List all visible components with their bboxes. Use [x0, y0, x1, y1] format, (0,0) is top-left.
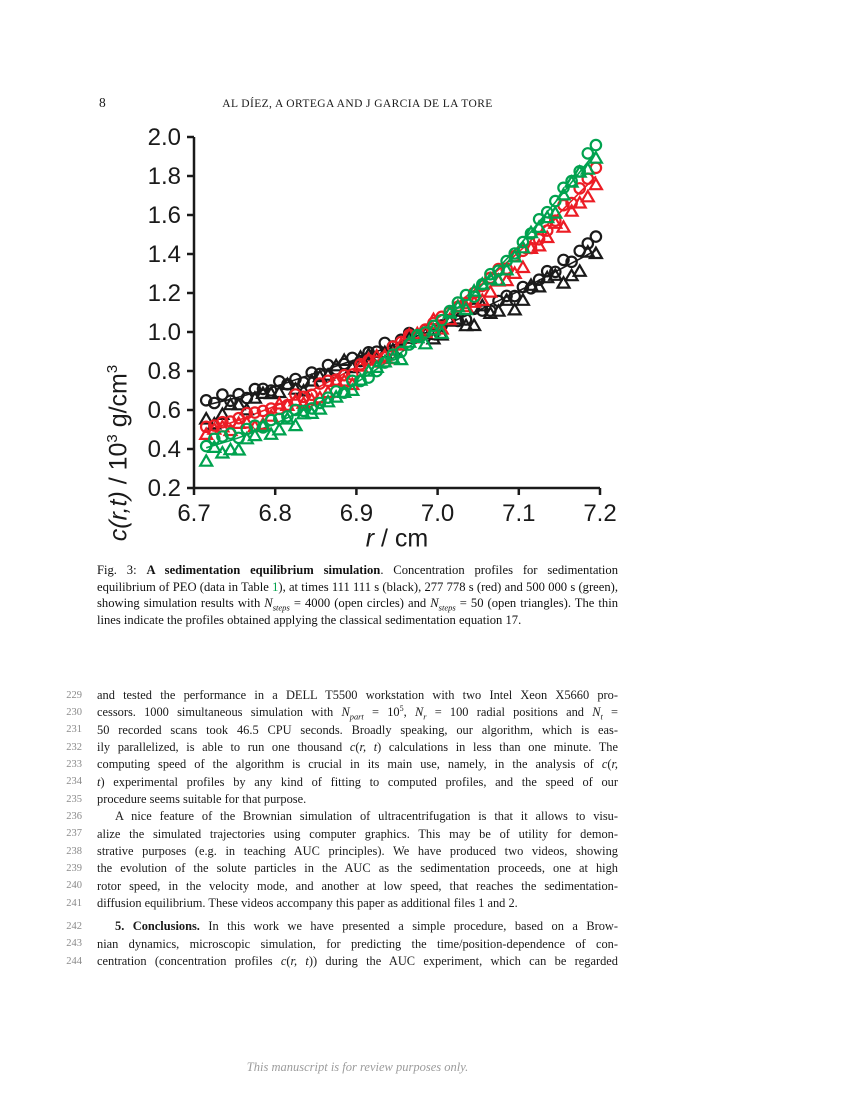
svg-text:0.4: 0.4 [147, 436, 181, 463]
line-number: 236 [66, 810, 82, 822]
line-number: 238 [66, 845, 82, 857]
svg-text:6.8: 6.8 [258, 500, 292, 527]
line-text: and tested the performance in a DELL T5500 workstation with two Intel Xeon X5660 pro- [97, 688, 618, 702]
line-text: 5. Conclusions. In this work we have presented a simple procedure, based on a Brow- [115, 919, 618, 934]
body-line [62, 918, 618, 935]
svg-text:1.4: 1.4 [147, 241, 181, 268]
figure-caption: Fig. 3: A sedimentation equilibrium simulation. Concentration profiles for sedimentation equilibrium of PEO (data in Table 1), at times 111 111 s (black), 277 778 s (red) and 500 000 s (green), showing simulation results with $N_{steps} = 4000$ (open circles) and $N_{steps} = 50$ (open triangles). The thin lines indicate the profiles obtained applying the classical sedimentation equation 17. [97, 563, 618, 627]
line-text: diffusion equilibrium. These videos accompany this paper as additional files 1 and 2. [97, 896, 518, 911]
body-line [62, 704, 618, 721]
body-line [62, 687, 618, 704]
line-text: cessors. 1000 simultaneous simulation with $N_{part} = 10^5$, $N_r = 100$ radial positions and $N_t$ = [97, 704, 618, 722]
series-green-triangles [200, 152, 602, 465]
line-number: 237 [66, 828, 82, 840]
line-number: 241 [66, 897, 82, 909]
line-number: 231 [66, 724, 82, 736]
scatter-plot [90, 120, 630, 565]
body-line [62, 756, 618, 773]
figure-3-chart [90, 120, 630, 565]
line-number: 243 [66, 938, 82, 950]
line-text: procedure seems suitable for that purpose. [97, 792, 307, 807]
body-line [62, 895, 618, 912]
axes [148, 124, 617, 527]
body-line [62, 843, 618, 860]
line-number: 235 [66, 793, 82, 805]
line-text: nian dynamics, microscopic simulation, for predicting the time/position-dependence of con- [97, 936, 618, 951]
line-number: 242 [66, 920, 82, 932]
svg-text:0.2: 0.2 [147, 475, 181, 502]
svg-text:1.8: 1.8 [147, 163, 181, 190]
page-number: 8 [99, 95, 106, 110]
line-text: 50 recorded scans took 46.5 CPU seconds. Broadly speaking, our algorithm, which is eas- [97, 722, 618, 737]
svg-text:1.6: 1.6 [147, 202, 181, 229]
line-green-classical [206, 152, 596, 448]
body-line [62, 936, 618, 953]
svg-text:2.0: 2.0 [147, 124, 181, 151]
table-ref-link[interactable]: 1 [272, 579, 279, 594]
line-text: ily parallelized, is able to run one thousand c(r, t) calculations in less than one minute. The [97, 740, 618, 755]
review-footer: This manuscript is for review purposes only. [246, 1060, 469, 1074]
svg-text:7.2: 7.2 [583, 500, 617, 527]
svg-text:6.9: 6.9 [339, 500, 374, 527]
body-line [62, 878, 618, 895]
line-black-classical [206, 250, 596, 405]
line-number: 229 [66, 689, 82, 701]
y-axis-label: $c(r,t) / 10^3$ $g/cm^3$ [104, 364, 133, 542]
series-black-circles [201, 231, 601, 408]
body-text [62, 687, 618, 971]
line-text: t) experimental profiles by any kind of fitting to computed profiles, and the speed of our [97, 774, 618, 789]
line-number: 232 [66, 741, 82, 753]
line-text: centration (concentration profiles c(r, t)) during the AUC experiment, which can be regarded [97, 954, 618, 969]
body-line [62, 860, 618, 877]
body-line [62, 774, 618, 791]
line-text: A nice feature of the Brownian simulation of ultracentrifugation is that it allows to visu- [115, 809, 618, 824]
line-text: computing speed of the algorithm is crucial in its main use, namely, in the analysis of c(r, [97, 757, 618, 772]
series-green-circles [201, 140, 601, 451]
line-number: 233 [66, 758, 82, 770]
body-line [62, 791, 618, 808]
svg-text:7.0: 7.0 [420, 500, 455, 527]
line-number: 244 [66, 955, 82, 967]
line-text: strative purposes (e.g. in teaching AUC principles). We have produced two videos, showing [97, 844, 618, 859]
line-text: rotor speed, in the velocity mode, and another at low speed, that reaches the sedimentation- [97, 878, 618, 893]
line-number: 234 [66, 776, 82, 788]
body-line [62, 739, 618, 756]
line-number: 239 [66, 862, 82, 874]
line-text: the evolution of the solute particles in the AUC as the sedimentation proceeds, one at high [97, 861, 618, 876]
svg-text:7.1: 7.1 [502, 500, 536, 527]
svg-text:1.2: 1.2 [147, 280, 181, 307]
body-line [62, 826, 618, 843]
line-text: alize the simulated trajectories using computer graphics. This may be of utility for demon- [97, 826, 618, 841]
running-title: AL DÍEZ, A ORTEGA AND J GARCIA DE LA TORE [222, 98, 493, 110]
svg-text:0.8: 0.8 [147, 358, 181, 385]
body-line [62, 808, 618, 825]
svg-text:1.0: 1.0 [147, 319, 181, 346]
svg-text:0.6: 0.6 [147, 397, 181, 424]
line-number: 230 [66, 706, 82, 718]
body-line [62, 953, 618, 970]
line-number: 240 [66, 880, 82, 892]
svg-text:6.7: 6.7 [177, 500, 211, 527]
body-line [62, 722, 618, 739]
x-axis-label: r / cm [365, 524, 429, 553]
